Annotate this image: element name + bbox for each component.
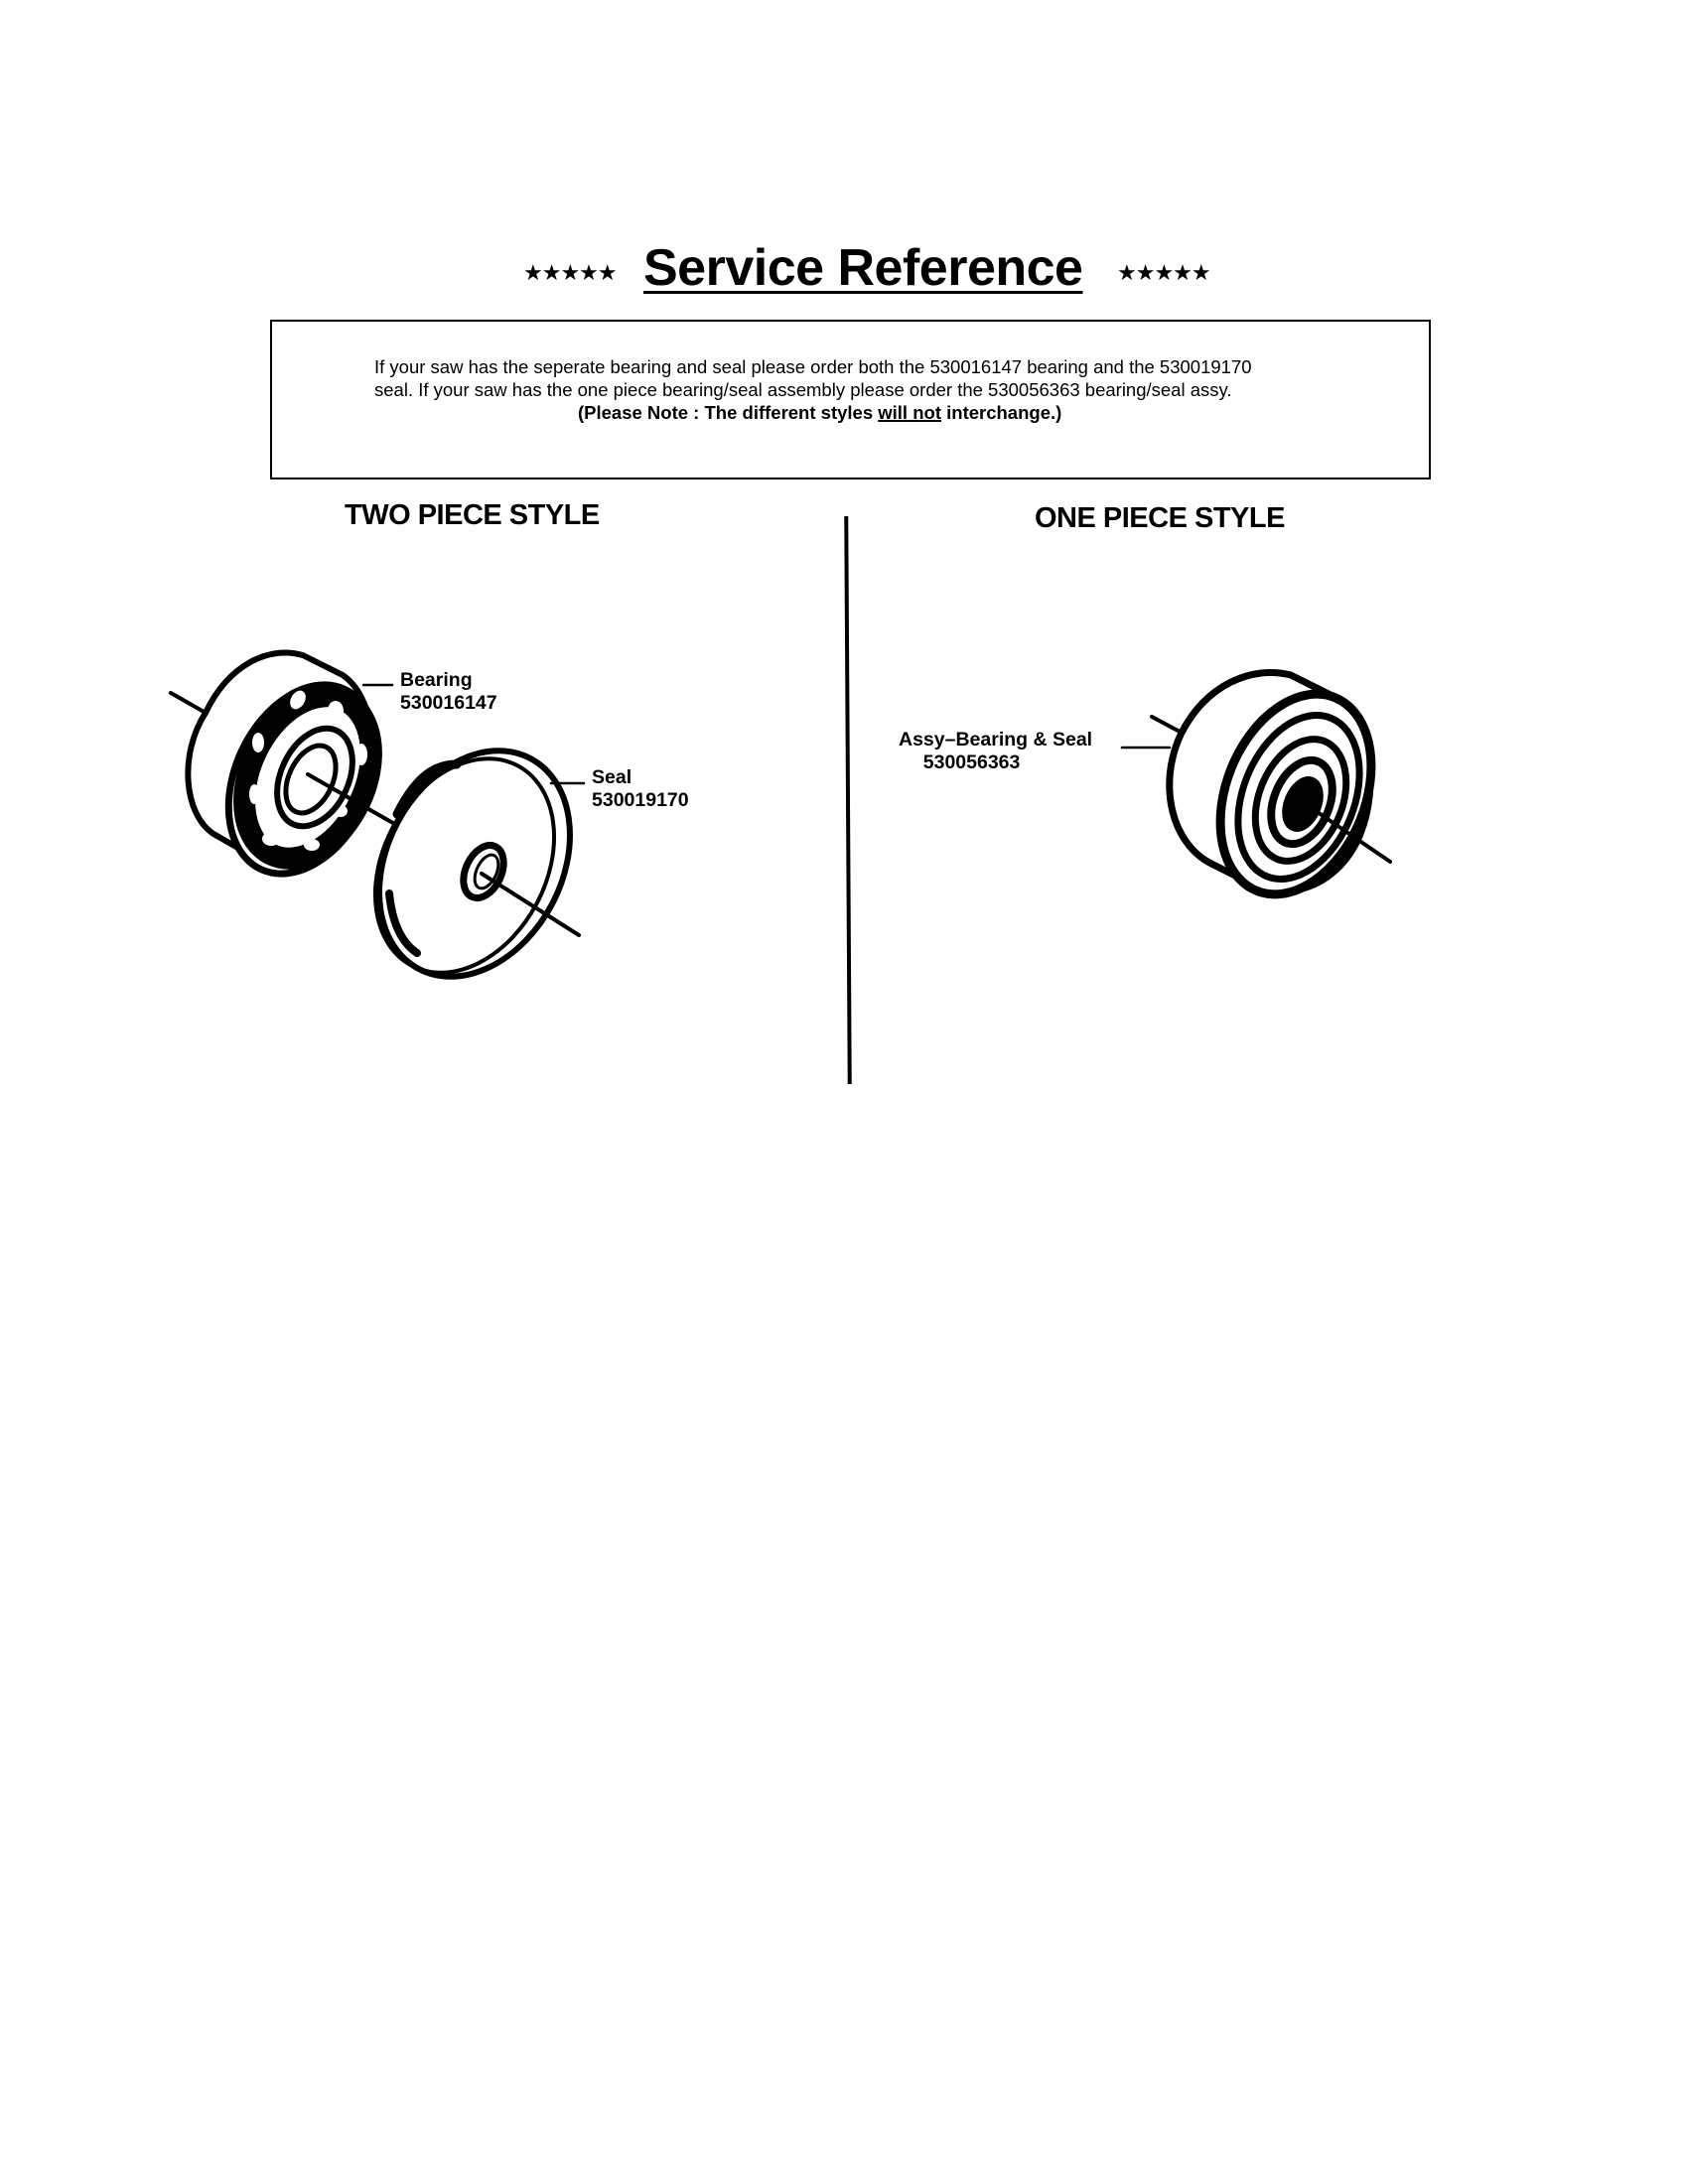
heading-one-piece-style: ONE PIECE STYLE <box>1035 502 1285 534</box>
note-warning-suffix: interchange.) <box>940 402 1062 423</box>
note-warning-prefix: (Please Note : The different styles <box>578 402 879 423</box>
assy-part-number: 530056363 <box>922 751 1021 773</box>
seal-part-number: 530019170 <box>592 789 689 811</box>
assy-name: Assy–Bearing & Seal <box>899 729 1093 751</box>
bearing-name: Bearing <box>400 669 473 691</box>
decorative-stars-right: ★★★★★ <box>1117 260 1210 285</box>
decorative-stars-left: ★★★★★ <box>523 260 617 285</box>
assy-bearing-seal-illustration <box>1122 671 1399 916</box>
seal-label <box>592 766 689 812</box>
note-warning-emphasis: will not <box>878 402 941 423</box>
seal-name: Seal <box>592 766 632 788</box>
note-line-1: If your saw has the seperate bearing and seal please order both the 530016147 bearing and the 530019170 <box>374 356 1252 377</box>
heading-two-piece-style: TWO PIECE STYLE <box>345 499 600 531</box>
bearing-label <box>400 669 497 715</box>
page-title: Service Reference <box>643 239 1083 297</box>
bearing-illustration <box>171 652 412 897</box>
note-line-2: seal. If your saw has the one piece bearing/seal assembly please order the 530056363 bearing/seal assy. <box>374 379 1232 400</box>
bearing-part-number: 530016147 <box>400 692 497 714</box>
assy-label <box>899 729 1092 774</box>
